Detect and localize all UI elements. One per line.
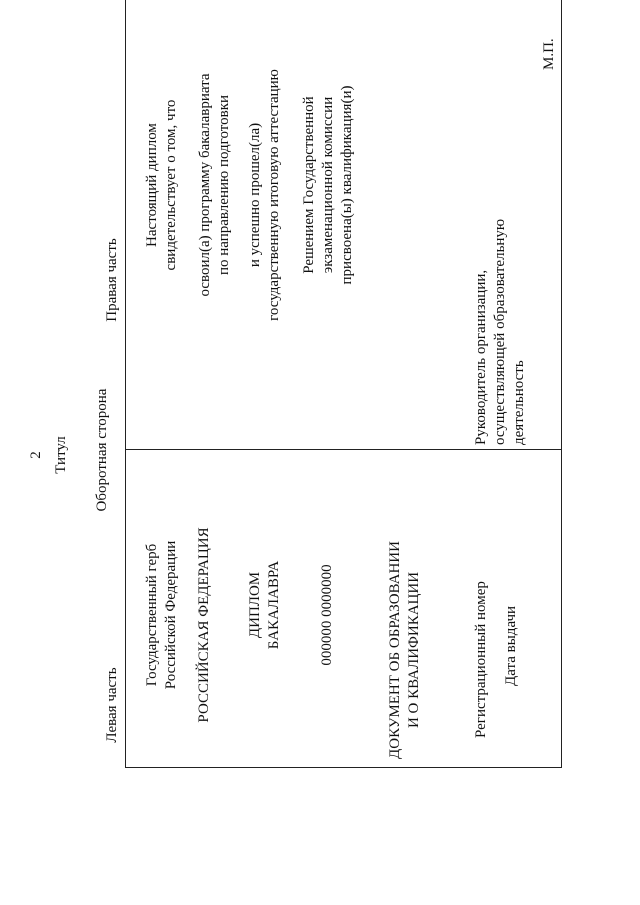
decision-line-2: экзаменационной комиссии: [320, 96, 336, 274]
center-divider: [125, 449, 562, 450]
page-number: 2: [28, 451, 44, 459]
document-type-line-1: ДОКУМЕНТ ОБ ОБРАЗОВАНИИ: [387, 541, 403, 759]
registration-number-label: Регистрационный номер: [473, 581, 489, 738]
certify-line-2: свидетельствует о том, что: [163, 99, 179, 271]
mastered-line-1: освоил(а) программу бакалавриата: [197, 73, 213, 297]
left-part-heading: Левая часть: [104, 667, 120, 743]
certify-line-1: Настоящий диплом: [144, 123, 160, 247]
decision-line-3: присвоена(ы) квалификация(и): [339, 85, 355, 285]
diploma-line-2: БАКАЛАВРА: [266, 560, 282, 650]
mastered-line-2: по направлению подготовки: [216, 94, 232, 276]
country-name: РОССИЙСКАЯ ФЕДЕРАЦИЯ: [196, 527, 212, 723]
head-line-1: Руководитель организации,: [473, 269, 489, 445]
coat-of-arms-line-1: Государственный герб: [144, 543, 160, 687]
coat-of-arms-line-2: Российской Федерации: [163, 540, 179, 690]
document-type-line-2: И О КВАЛИФИКАЦИИ: [406, 571, 422, 729]
diploma-number: 000000 0000000: [319, 564, 335, 666]
right-part-heading: Правая часть: [104, 238, 120, 322]
decision-line-1: Решением Государственной: [301, 96, 317, 274]
stamp-label: М.П.: [541, 38, 557, 70]
passed-line-1: и успешно прошел(ла): [247, 122, 263, 268]
page-subtitle: Оборотная сторона: [94, 388, 110, 512]
passed-line-2: государственную итоговую аттестацию: [266, 69, 282, 321]
diploma-line-1: ДИПЛОМ: [247, 571, 263, 639]
head-line-2: осуществляющей образовательную: [492, 218, 508, 445]
head-line-3: деятельность: [511, 360, 527, 445]
page-title: Титул: [53, 436, 69, 474]
issue-date-label: Дата выдачи: [503, 605, 519, 686]
